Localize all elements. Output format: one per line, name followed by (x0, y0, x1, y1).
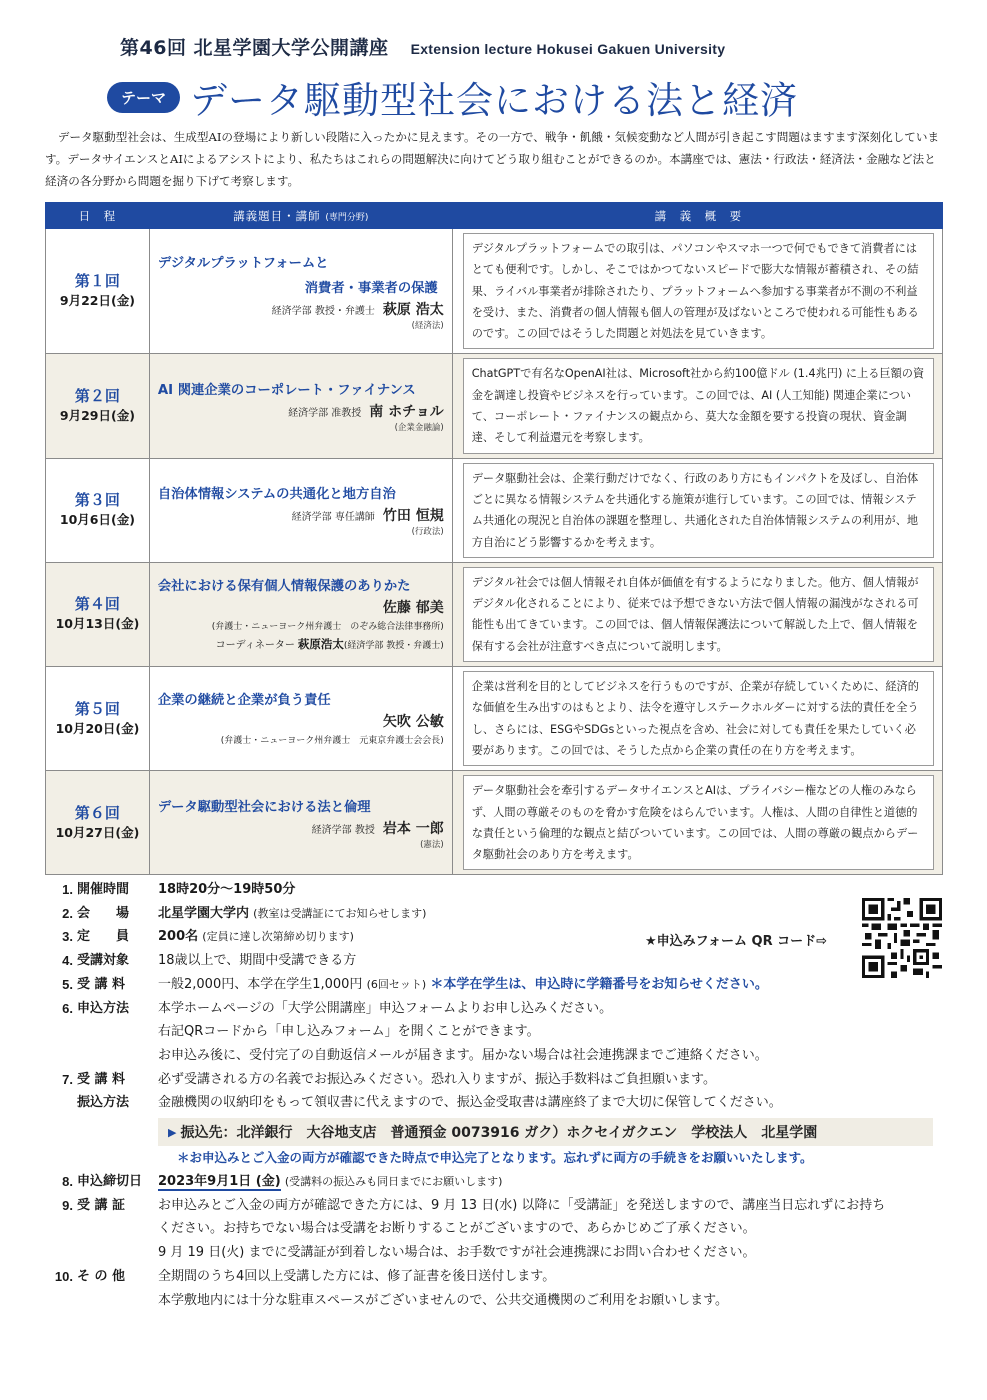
info-value: 必ず受講される方の名義でお振込みください。恐れ入りますが、振込手数料はご負担願います。 (158, 1071, 716, 1087)
info-value: 北星学園大学内 (教室は受講証にてお知らせします) (158, 905, 427, 921)
info-value: 一般2,000円、本学在学生1,000円 (6回セット) ＊本学在学生は、申込時に学籍番号をお知らせください。 (158, 976, 768, 992)
lecture-summary-cell (452, 229, 942, 354)
triangle-right-icon: ▶ (168, 1125, 177, 1139)
lecture-date: 10月27日(金) (55, 824, 140, 840)
info-line: 振込方法 金融機関の収納印をもって領収書に代えますので、振込金受取書は講座終了まで大切に保管してください。 (45, 1091, 945, 1115)
info-value: 18時20分～19時50分 (158, 882, 296, 897)
lecturer-field: (企業金融論) (394, 423, 444, 434)
lecture-title-line2: 消費者・事業者の保護 (304, 280, 438, 296)
lecturer-field: (憲法) (420, 839, 444, 850)
info-row-certificate: 9. 受 講 証 お申込みとご入金の両方が確認できた方には、9 月 13 日(水) 以降に「受講証」を発送しますので、講座当日忘れずにお持ち (45, 1194, 945, 1218)
lecturer: 経済学部 専任講師 竹田 恒規 (291, 508, 444, 525)
info-value: 2023年9月1日 (金) (受講料の振込みも同日までにお願いします) (158, 1174, 503, 1190)
lecture-date-cell (46, 667, 150, 771)
lecture-number: 第４回 (74, 595, 120, 614)
lecture-date-cell (46, 229, 150, 354)
lecture-number: 第３回 (74, 491, 120, 510)
info-row-deadline: 8. 申込締切日 2023年9月1日 (金) (受講料の振込みも同日までにお願いします) (45, 1170, 945, 1194)
lecture-title: データ駆動型社会における法と倫理 (157, 799, 371, 815)
info-value: 18歳以上で、期間中受講できる方 (158, 953, 357, 969)
info-label: 会 場 (77, 905, 130, 921)
info-value: 本学ホームページの「大学公開講座」申込フォームよりお申し込みください。 (158, 1000, 613, 1016)
lecturer-field: (行政法) (411, 527, 444, 538)
completion-notice: ＊お申込みとご入金の両方が確認できた時点で申込完了となります。忘れずに両方の手続きをお願いいたします。 (177, 1150, 813, 1166)
lecturer: 佐藤 郁美 (382, 599, 444, 616)
lecturer-affiliation: (弁護士・ニューヨーク州弁護士 のぞみ総合法律事務所) (211, 621, 444, 632)
lecture-date: 10月13日(金) (55, 616, 140, 632)
lecture-title: AI 関連企業のコーポレート・ファイナンス (157, 383, 416, 399)
lecture-number: 第２回 (74, 387, 120, 406)
lecture-title: 会社における保有個人情報保護のありかた (157, 578, 411, 594)
lecturer: 経済学部 准教授 南 ホチョル (288, 404, 444, 421)
info-line: ください。お持ちでない場合は受講をお断りすることがございますので、あらかじめご了承ください。 (158, 1221, 756, 1237)
lecture-date: 9月29日(金) (59, 408, 135, 424)
schedule-table (45, 202, 943, 875)
info-line: お申込み後に、受付完了の自動返信メールが届きます。届かない場合は社会連携課までご連絡ください。 (158, 1047, 768, 1063)
header-title: 講義題目・講師 (専門分野) (149, 203, 452, 229)
info-value: 200名 (定員に達し次第締め切ります) (158, 929, 354, 945)
header-title-jp: 第46回 北星学園大学公開講座 (120, 37, 389, 59)
info-label: 申込方法 (77, 1000, 130, 1016)
info-row-time: 1. 開催時間 18時20分～19時50分 (45, 878, 945, 902)
lecture-row (46, 667, 943, 771)
lecture-number: 第６回 (74, 803, 120, 822)
lecture-summary-cell (452, 667, 942, 771)
info-line: 9 月 19 日(火) までに受講証が到着しない場合は、お手数ですが社会連携課にお問い合わせください。 (158, 1245, 756, 1261)
info-label: 開催時間 (77, 882, 130, 897)
lecture-title: デジタルプラットフォームと (157, 255, 329, 271)
lecture-title-cell (149, 354, 452, 458)
header-date: 日 程 (46, 203, 150, 229)
coordinator: コーディネーター 萩原浩太(経済学部 教授・弁護士) (215, 636, 444, 651)
info-label: 申込締切日 (77, 1174, 143, 1190)
lecture-row (46, 562, 943, 666)
lecture-date-cell (46, 354, 150, 458)
lecture-summary: デジタルプラットフォームでの取引は、パソコンやスマホ一つで何でもできて消費者にはとても便利です。しかし、そこではかつてないスピードで膨大な情報が蓄積され、その結果、ライバル事業者が排除されたり、プラットフォームへ参加する事業者が不測の不利益を受け、また、消費者の個人情報も個人の管理が及ばないところで使われる可能性もあるのです。この回ではそうした問題と対処法を見ていきます。 (463, 233, 934, 349)
bank-transfer-box (158, 1118, 933, 1146)
lecture-summary: 企業は営利を目的としてビジネスを行うものですが、企業が存続していくために、経済的な価値を生み出すのはもとより、法令を遵守しステークホルダーに対する法的責任を全うし、さらには、ESGやSDGsといった視点を含め、社会に対しても責任を果たしていく必要があります。この回では、そうした点から企業の責任の在り方を考えます。 (463, 671, 934, 766)
intro-paragraph: データ駆動型社会は、生成型AIの登場により新しい段階に入ったかに見えます。その一方で、戦争・飢餓・気候変動など人間が引き起こす問題はますます深刻化しています。データサイエンスとAIによるアシストにより、私たちはこれらの問題解決に向けてどう取り組むことができるのか。本講座では、憲法・行政法・経済法・金融など法と経済の各分野から問題を掘り下げて考察します。 (45, 130, 940, 188)
lecture-number: 第５回 (74, 699, 120, 718)
lecture-title-cell (149, 771, 452, 875)
lecture-title-cell (149, 667, 452, 771)
lecturer-field: (経済法) (411, 320, 444, 331)
qr-code-icon[interactable] (862, 898, 942, 978)
lecture-title: 自治体情報システムの共通化と地方自治 (157, 487, 396, 503)
lecture-summary-cell (452, 458, 942, 562)
info-row-other: 10. そ の 他 全期間のうち4回以上受講した方には、修了証書を後日送付します。 (45, 1265, 945, 1289)
info-label: そ の 他 (77, 1268, 126, 1284)
lecture-date-cell (46, 458, 150, 562)
theme-badge: テーマ (107, 82, 180, 113)
info-value: お申込みとご入金の両方が確認できた方には、9 月 13 日(水) 以降に「受講証」を発送しますので、講座当日忘れずにお持ち (158, 1197, 886, 1213)
lecture-date-cell (46, 771, 150, 875)
lecture-summary-cell (452, 354, 942, 458)
info-label: 受講対象 (77, 953, 130, 969)
info-label: 受 講 証 (77, 1197, 126, 1213)
lecture-title: 企業の継続と企業が負う責任 (157, 693, 331, 709)
lecture-summary: データ駆動社会を牽引するデータサイエンスとAIは、プライバシー権などの人権のみならず、人間の尊厳そのものを脅かす危険をはらんでいます。人権は、人間の自律性と道徳的な責任という倫理的な観点と結びついています。この回では、人間の尊厳の観点からデータ駆動社会のあり方を考えます。 (463, 775, 934, 870)
info-label: 振込方法 (77, 1095, 130, 1111)
lecture-row (46, 771, 943, 875)
info-value: 全期間のうち4回以上受講した方には、修了証書を後日送付します。 (158, 1268, 556, 1284)
theme-row (107, 70, 798, 124)
lecture-date: 10月6日(金) (59, 512, 135, 528)
lecture-summary: デジタル社会では個人情報それ自体が価値を有するようになりました。他方、個人情報がデジタル化されることにより、従来では予想できない方法で個人情報の漏洩がなされる可能性も出てきています。この回では、個人情報保護法について解説した上で、個人情報を保有する会社が注意すべき点について説明します。 (463, 567, 934, 662)
lecture-row (46, 458, 943, 562)
lecture-title-cell (149, 229, 452, 354)
lecturer: 経済学部 教授・弁護士 萩原 浩太 (271, 301, 444, 318)
lecture-summary: データ駆動社会は、企業行動だけでなく、行政のあり方にもインパクトを及ぼし、自治体ごとに異なる情報システムを共通化する施策が進行しています。この回では、情報システム共通化の現況と自治体の課題を整理し、共通化された自治体情報システムの利用が、地方自治にどう影響するかを考えます。 (463, 463, 934, 558)
lecturer: 矢吹 公敏 (382, 714, 444, 731)
info-line: 本学敷地内には十分な駐車スペースがございませんので、公共交通機関のご利用をお願いします。 (158, 1292, 729, 1308)
lecture-row (46, 229, 943, 354)
info-row-application: 6. 申込方法 本学ホームページの「大学公開講座」申込フォームよりお申し込みください。 (45, 997, 945, 1021)
lecture-summary-cell (452, 562, 942, 666)
info-label: 受 講 料 (77, 976, 126, 992)
info-row-fee: 5. 受 講 料 一般2,000円、本学在学生1,000円 (6回セット) ＊本学在学生は、申込時に学籍番号をお知らせください。 (45, 973, 945, 997)
lecturer: 経済学部 教授 岩本 一郎 (311, 820, 444, 837)
info-row-payment: 7. 受 講 料 必ず受講される方の名義でお振込みください。恐れ入りますが、振込手数料はご負担願います。 (45, 1068, 945, 1092)
lecturer-affiliation: (弁護士・ニューヨーク州弁護士 元東京弁護士会会長) (220, 736, 444, 747)
lecture-date-cell (46, 562, 150, 666)
bank-info: 振込先：北洋銀行 大谷地支店 普通預金 0073916 ガク）ホクセイガクエン 学校法人 北星学園 (180, 1125, 818, 1142)
header-summary: 講 義 概 要 (452, 203, 942, 229)
lecture-date: 9月22日(金) (59, 293, 135, 309)
lecture-title-cell (149, 562, 452, 666)
info-label: 受 講 料 (77, 1071, 126, 1087)
lecture-summary-cell (452, 771, 942, 875)
header-title-en: Extension lecture Hokusei Gakuen University (410, 41, 726, 57)
lecture-summary: ChatGPTで有名なOpenAI社は、Microsoft社から約100億ドル (1.4兆円) に上る巨額の資金を調達し投資やビジネスを行っています。この回では、AI (人工知能) 関連企業について、コーポレート・ファイナンスの観点から、莫大な金額を要する投資の現状、資金調達、そして利益還元を考察します。 (463, 358, 934, 453)
lecture-number: 第１回 (74, 272, 120, 291)
lecture-date: 10月20日(金) (55, 720, 140, 736)
header (120, 33, 725, 60)
info-row-capacity: 3. 定 員 200名 (定員に達し次第締め切ります) (45, 925, 945, 949)
qr-label: ★申込みフォーム QR コード⇨ (645, 934, 828, 949)
info-row-eligibility: 4. 受講対象 18歳以上で、期間中受講できる方 (45, 949, 945, 973)
info-line: 右記QRコードから「申し込みフォーム」を開くことができます。 (158, 1024, 540, 1040)
info-label: 定 員 (77, 929, 130, 945)
info-row-venue: 2. 会 場 北星学園大学内 (教室は受講証にてお知らせします) (45, 902, 945, 926)
lecture-title-cell (149, 458, 452, 562)
theme-title: データ駆動型社会における法と経済 (190, 79, 799, 122)
lecture-row (46, 354, 943, 458)
